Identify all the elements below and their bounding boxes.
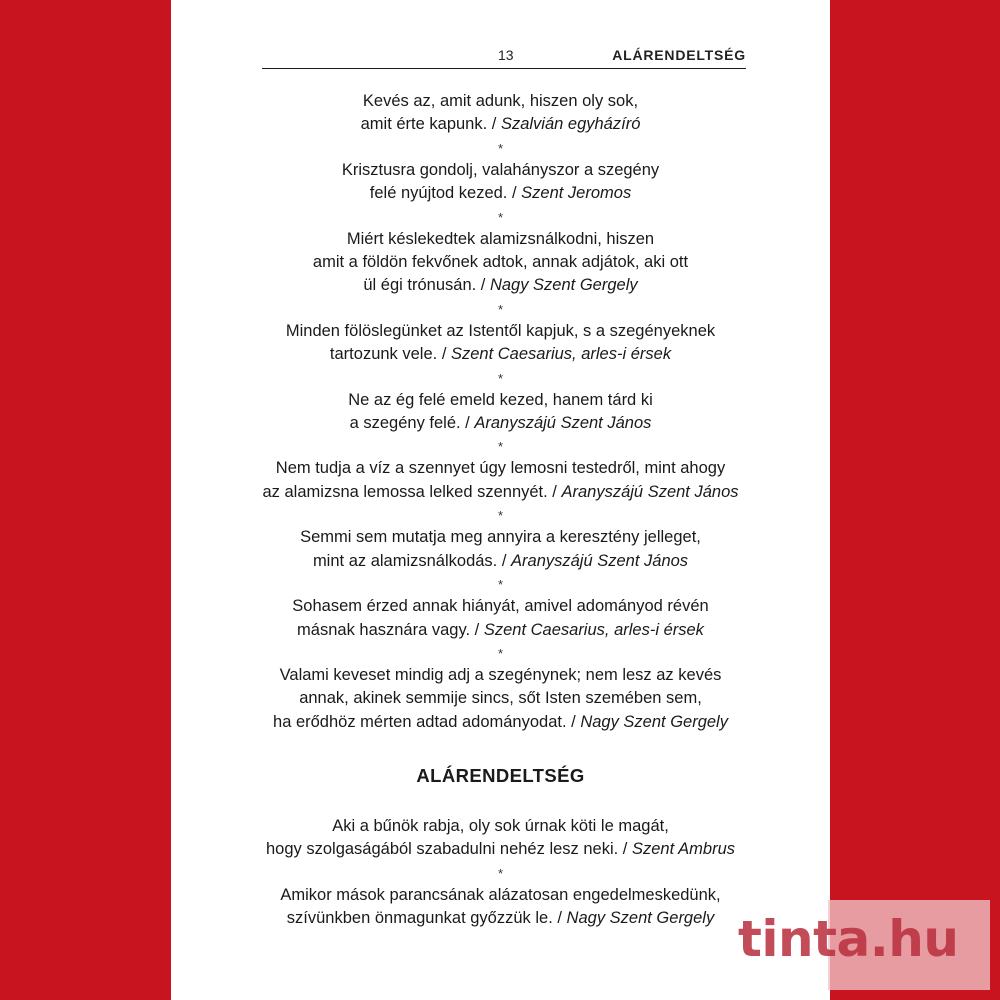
quote-line: Amikor mások parancsának alázatosan engedelmeskedünk,: [280, 885, 721, 904]
quote-author: Szent Caesarius, arles-i érsek: [483, 620, 704, 639]
quote-line: Nem tudja a víz a szennyet úgy lemosni testedről, mint ahogy: [275, 459, 726, 478]
quote-text: mint az alamizsnálkodás. /: [312, 551, 512, 570]
quote-author: Szent Caesarius, arles-i érsek: [450, 345, 672, 364]
book-page: [171, 0, 830, 1000]
quote-line: Semmi sem mutatja meg annyira a keresztény jelleget,: [300, 528, 701, 547]
quote-author: Nagy Szent Gergely: [580, 712, 728, 731]
quote-last-line: [241, 412, 760, 435]
quote-text: az alamizsna lemossa lelked szennyét. /: [262, 482, 562, 501]
quote-separator: *: [497, 508, 504, 524]
quote: [241, 884, 760, 931]
quote-last-line: [241, 550, 760, 573]
quote: [241, 526, 760, 573]
quote: [241, 90, 760, 137]
quote-last-line: [241, 182, 760, 205]
quote-separator: *: [497, 370, 504, 386]
quote: [241, 457, 760, 504]
quote-line: Sohasem érzed annak hiányát, amivel adományod révén: [292, 597, 709, 616]
page-number: 13: [498, 47, 514, 63]
quote-text: ha erődhöz mérten adtad adományodat. /: [273, 712, 581, 731]
quotes-block-2: [241, 815, 760, 931]
quote-author: Nagy Szent Gergely: [566, 909, 715, 928]
quote-separator: *: [497, 577, 504, 593]
quote-text: hogy szolgaságából szabadulni nehéz lesz neki. /: [265, 840, 632, 859]
quote-line: amit a földön fekvőnek adtok, annak adjátok, aki ott: [312, 253, 689, 272]
quote-author: Szalvián egyházíró: [500, 115, 641, 134]
quote-separator: *: [497, 301, 504, 317]
quote-last-line: [241, 619, 760, 642]
quote-text: felé nyújtod kezed. /: [369, 184, 522, 203]
quote: [241, 320, 760, 367]
quote-author: Szent Jeromos: [521, 184, 632, 203]
quote: [241, 389, 760, 436]
quote-line: Valami keveset mindig adj a szegénynek; nem lesz az kevés: [279, 665, 722, 684]
quote-last-line: [241, 113, 760, 136]
quote-author: Szent Ambrus: [631, 840, 735, 859]
quote-author: Aranyszájú Szent János: [511, 551, 689, 570]
quote-author: Aranyszájú Szent János: [561, 482, 739, 501]
quote-author: Nagy Szent Gergely: [489, 276, 638, 295]
quote-last-line: [241, 907, 760, 930]
quote-last-line: [241, 343, 760, 366]
quote-separator: *: [497, 209, 504, 225]
quote: [241, 595, 760, 642]
quote-last-line: [241, 274, 760, 297]
quote-line: Ne az ég felé emeld kezed, hanem tárd ki: [348, 390, 653, 409]
watermark-logo: tinta.hu: [738, 910, 959, 968]
quote-author: Aranyszájú Szent János: [474, 414, 652, 433]
quote-separator: *: [497, 140, 504, 156]
quote-last-line: [241, 838, 760, 861]
quote-text: tartozunk vele. /: [329, 345, 451, 364]
section-title: ALÁRENDELTSÉG: [416, 765, 585, 786]
quote-text: másnak hasznára vagy. /: [297, 620, 484, 639]
quote: [241, 228, 760, 298]
quote-line: Miért késlekedtek alamizsnálkodni, hiszen: [346, 229, 655, 248]
quote-last-line: [241, 481, 760, 504]
quote-separator: *: [497, 865, 504, 881]
quote: [241, 159, 760, 206]
quote-separator: *: [497, 645, 504, 661]
quote-last-line: [241, 711, 760, 734]
quotes-block: [241, 90, 760, 734]
page-header: [262, 44, 746, 69]
quote-separator: *: [497, 439, 504, 455]
quote: [241, 815, 760, 862]
quote-line: Minden fölöslegünket az Istentől kapjuk, s a szegényeknek: [285, 321, 716, 340]
quote-line: annak, akinek semmije sincs, sőt Isten szemében sem,: [299, 689, 702, 708]
quote-text: szívünkben önmagunkat győzzük le. /: [286, 909, 567, 928]
quote-line: Kevés az, amit adunk, hiszen oly sok,: [362, 92, 639, 110]
quote-line: Krisztusra gondolj, valahányszor a szegény: [341, 160, 660, 179]
quote-line: Aki a bűnök rabja, oly sok úrnak köti le magát,: [332, 817, 669, 835]
quote-text: a szegény felé. /: [349, 414, 475, 433]
quote-text: amit érte kapunk. /: [360, 115, 501, 134]
quote-text: ül égi trónusán. /: [363, 276, 490, 295]
running-head: ALÁRENDELTSÉG: [612, 47, 746, 63]
quote: [241, 664, 760, 734]
